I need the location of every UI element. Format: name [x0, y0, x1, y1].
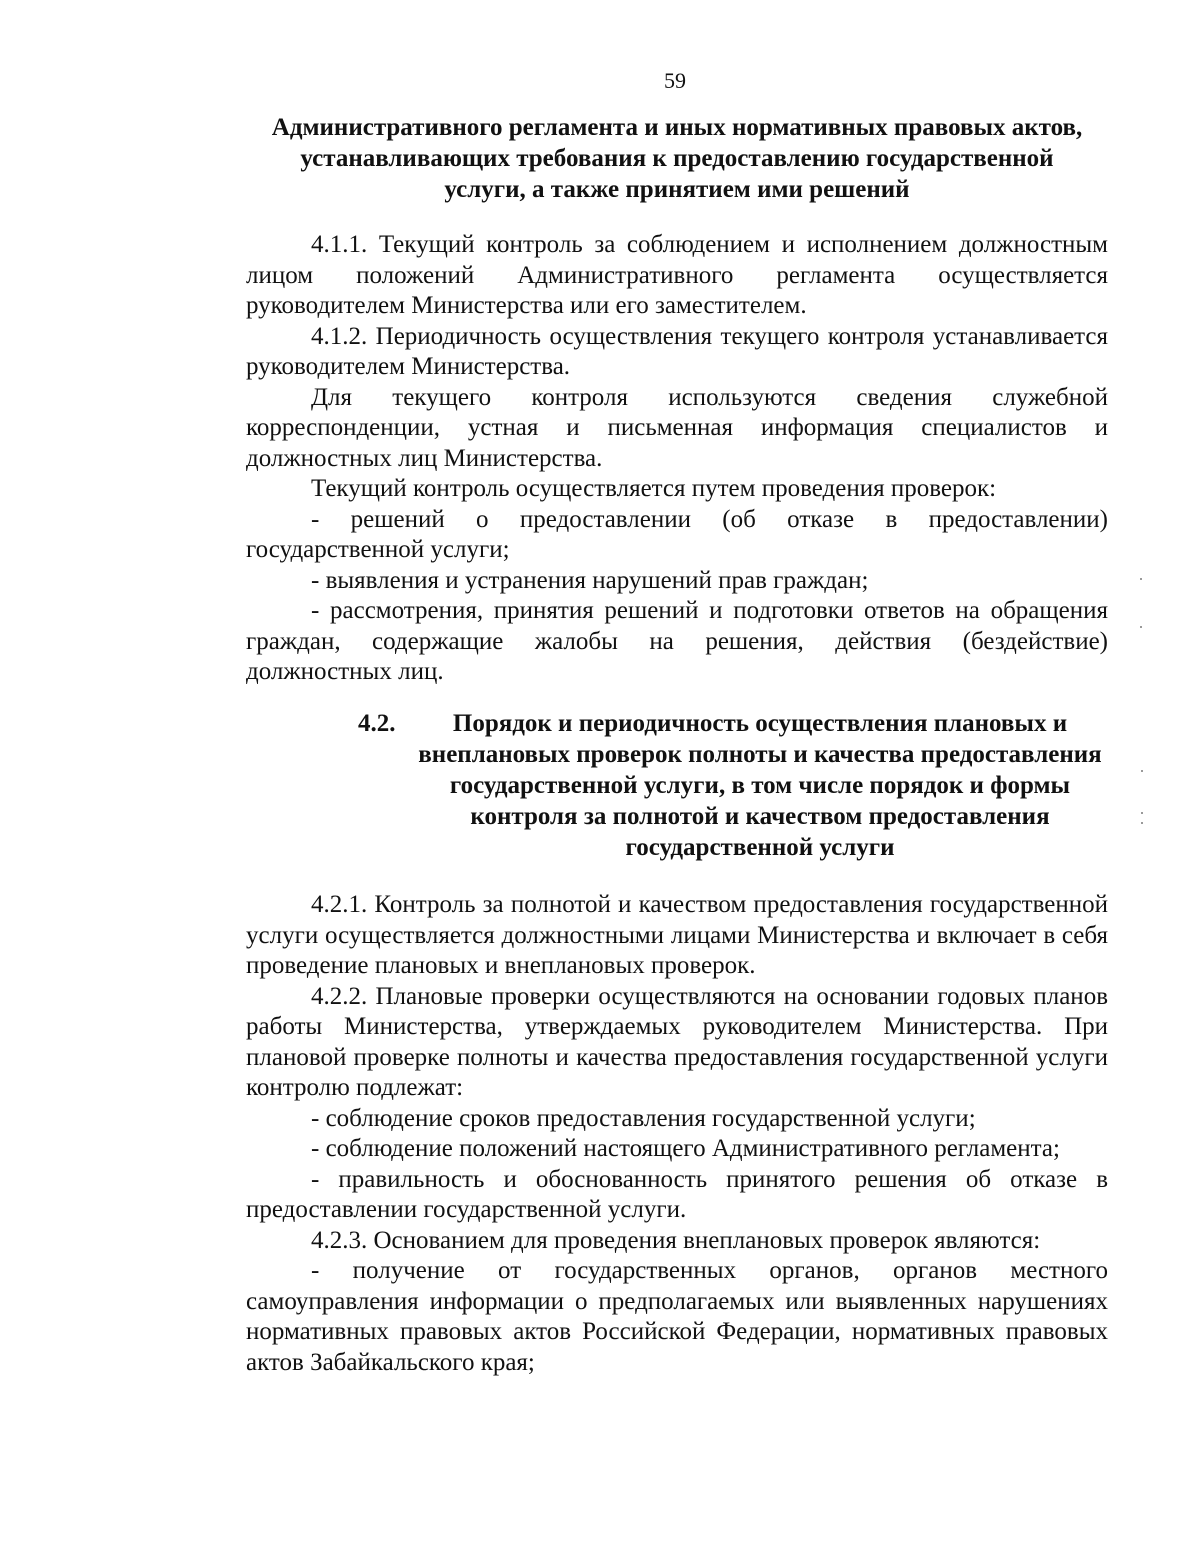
- section-number: 4.2.: [358, 710, 396, 737]
- section-41-heading: [246, 112, 1108, 205]
- scan-speck: [1141, 812, 1143, 814]
- list-item: - правильность и обоснованность принятого решения об отказе в предоставлении государственной услуги.: [246, 1165, 1108, 1223]
- heading-line: внеплановых проверок полноты и качества предоставления: [418, 741, 1102, 768]
- heading-line: контроля за полнотой и качеством предоставления: [470, 803, 1050, 830]
- list-item: - выявления и устранения нарушений прав граждан;: [311, 566, 869, 594]
- scan-speck: [1140, 578, 1142, 580]
- heading-line: Административного регламента и иных нормативных правовых актов,: [271, 114, 1083, 141]
- list-item: - соблюдение положений настоящего Административного регламента;: [311, 1135, 1060, 1162]
- section-42-heading: [352, 708, 1108, 863]
- heading-line: услуги, а также принятием ими решений: [444, 176, 910, 203]
- paragraph-4-1-2: 4.1.2. Периодичность осуществления текущего контроля устанавливается руководителем Министерства.: [246, 322, 1108, 380]
- list-item: - рассмотрения, принятия решений и подготовки ответов на обращения граждан, содержащие жалобы на решения, действия (бездействие) должностных лиц.: [246, 597, 1108, 685]
- heading-line: государственной услуги: [625, 834, 895, 861]
- scan-speck: [1141, 770, 1143, 772]
- paragraph-4-2-3: 4.2.3. Основанием для проведения внеплановых проверок являются:: [311, 1226, 1041, 1254]
- page-number: 59: [664, 68, 686, 93]
- paragraph-4-2-1: 4.2.1. Контроль за полнотой и качеством предоставления государственной услуги осуществляется должностными лицами Министерства и включает в себя проведение плановых и внеплановых проверок.: [246, 891, 1108, 979]
- list-item: - получение от государственных органов, органов местного самоуправления информации о предполагаемых или выявленных нарушениях нормативных правовых актов Российской Федерации, нормативных правовых актов Забайкальского края;: [246, 1257, 1108, 1376]
- heading-line: устанавливающих требования к предоставлению государственной: [300, 145, 1054, 172]
- paragraph-4-1-1: 4.1.1. Текущий контроль за соблюдением и исполнением должностным лицом положений Административного регламента осуществляется руководителем Министерства или его заместителем.: [246, 231, 1108, 319]
- section-41-body: [246, 230, 1108, 688]
- heading-line: Порядок и периодичность осуществления плановых и: [452, 710, 1068, 737]
- paragraph-4-2-2: 4.2.2. Плановые проверки осуществляются на основании годовых планов работы Министерства, утверждаемых руководителем Министерства. При плановой проверке полноты и качества предоставления государственной услуги контролю подлежат:: [246, 982, 1108, 1101]
- paragraph: Текущий контроль осуществляется путем проведения проверок:: [311, 475, 997, 502]
- list-item: - соблюдение сроков предоставления государственной услуги;: [311, 1104, 976, 1132]
- heading-line: государственной услуги, в том числе порядок и формы: [449, 772, 1071, 799]
- scan-speck: [1140, 626, 1142, 628]
- scan-speck: [1141, 822, 1143, 824]
- section-42-body: [246, 890, 1108, 1378]
- paragraph: Для текущего контроля используются сведения служебной корреспонденции, устная и письменная информация специалистов и должностных лиц Министерства.: [246, 383, 1108, 472]
- list-item: - решений о предоставлении (об отказе в предоставлении) государственной услуги;: [246, 505, 1108, 563]
